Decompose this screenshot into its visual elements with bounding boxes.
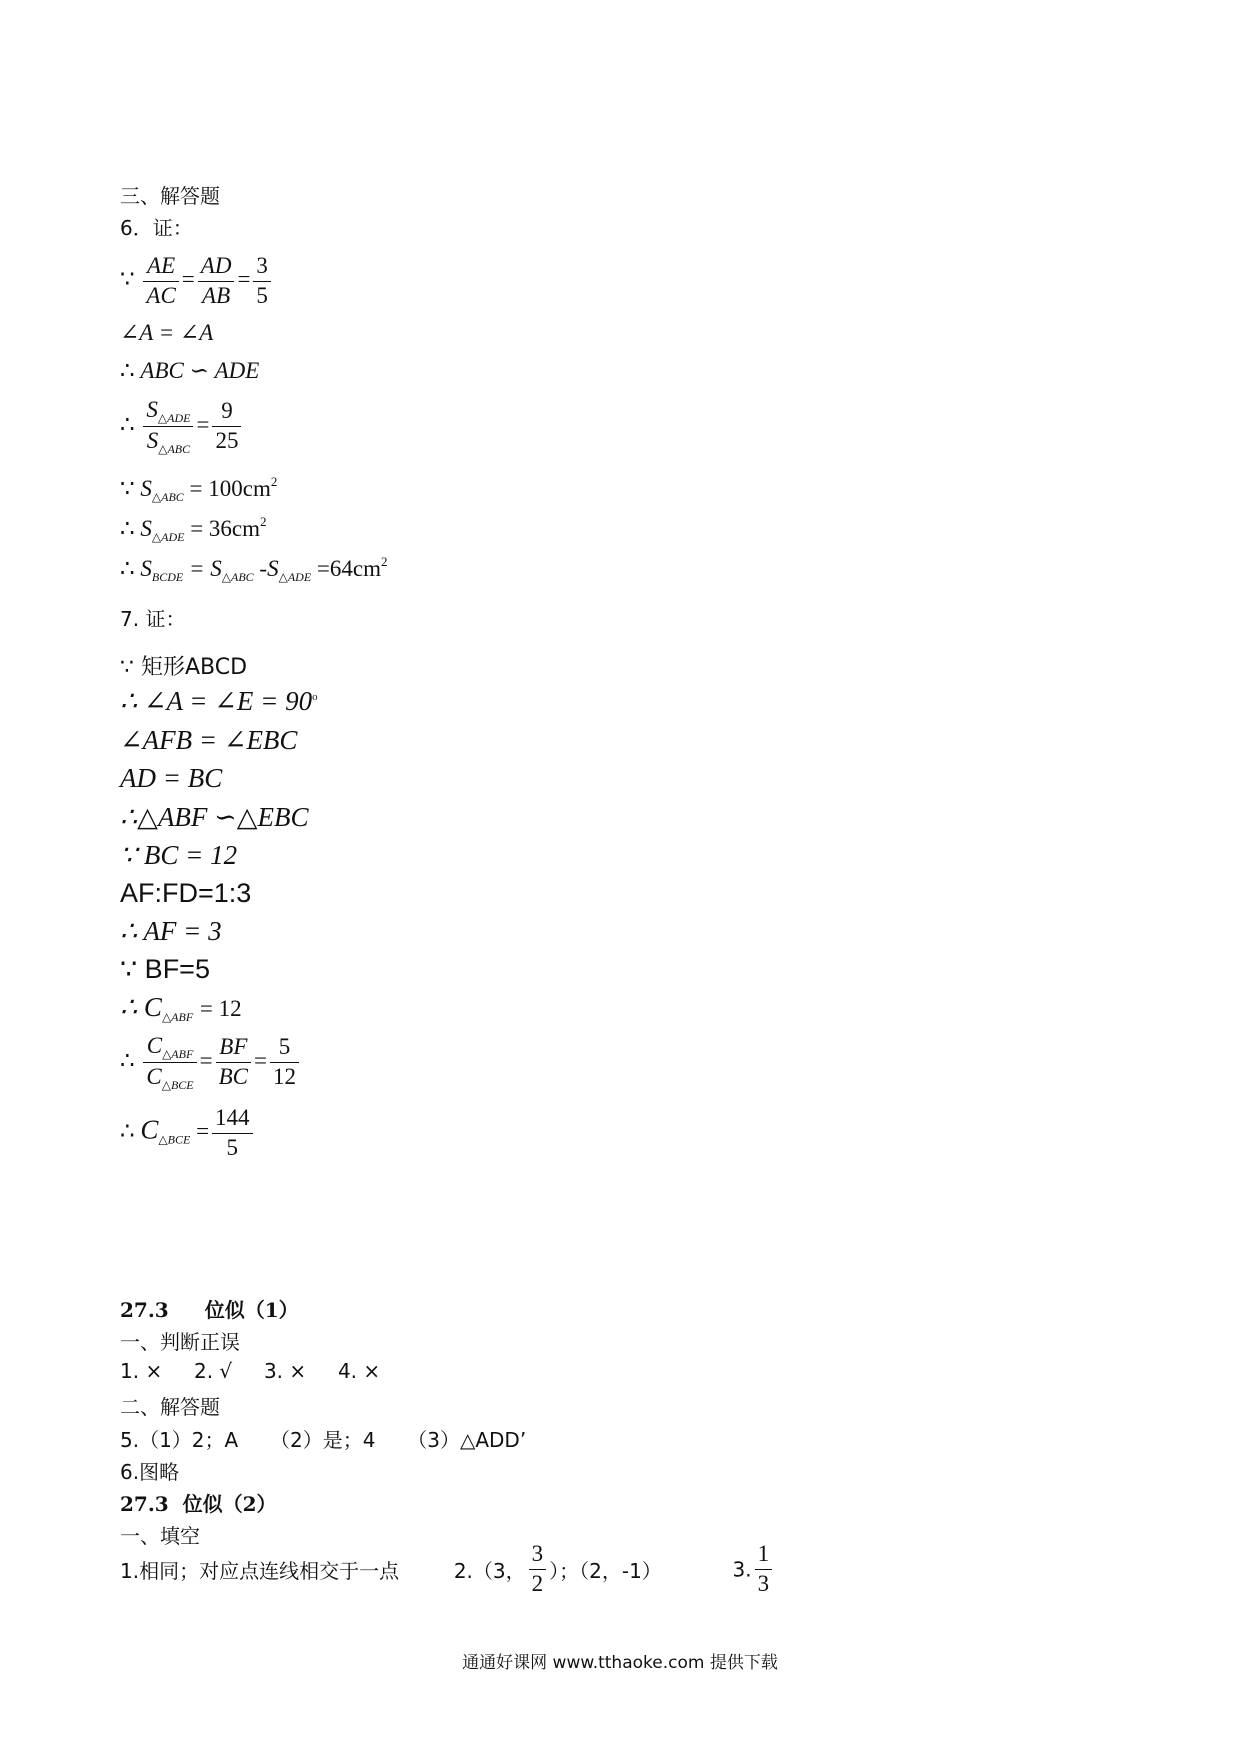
q7-line-bc bbox=[120, 840, 237, 871]
angle-equality: ∴ ∠A = ∠E = 90 bbox=[120, 686, 313, 716]
fraction-5-12 bbox=[270, 1033, 299, 1092]
subscript: △ABC bbox=[151, 490, 184, 504]
q7-line-ad-bc bbox=[120, 763, 222, 794]
equals-s: = S bbox=[188, 556, 222, 581]
q7-line-bf: ∵ BF=5 bbox=[120, 954, 210, 984]
fraction-9-25 bbox=[212, 397, 241, 456]
s-symbol: S bbox=[140, 516, 152, 541]
area-value: =64cm bbox=[316, 556, 381, 581]
similar-symbol: ∽ bbox=[189, 358, 209, 383]
side-equality: AD = BC bbox=[120, 763, 223, 793]
fraction-1-3 bbox=[755, 1540, 773, 1599]
numerator: 5 bbox=[270, 1033, 299, 1063]
q6-ratio-line: ∵ $\frac{AE}{AC}$ = $\frac{AD}{AB}$ = $\frac{3}{5}$ bbox=[120, 252, 274, 311]
numerator: BF bbox=[219, 1034, 248, 1060]
part-answer-heading: 二、解答题 bbox=[120, 1395, 220, 1419]
c-symbol: C bbox=[146, 1064, 162, 1089]
superscript: 2 bbox=[270, 474, 278, 489]
therefore-symbol: ∴ bbox=[120, 358, 135, 383]
therefore-symbol: ∴ bbox=[120, 516, 135, 541]
question-7-heading: 7. 证： bbox=[120, 607, 186, 631]
q7-line-angles bbox=[120, 686, 318, 717]
subscript: △BCE bbox=[158, 1132, 191, 1147]
question-3-prefix: 3. bbox=[732, 1557, 752, 1582]
subscript: △ABF bbox=[161, 1010, 194, 1024]
af-value: ∴ AF = 3 bbox=[120, 916, 222, 946]
minus-s: -S bbox=[259, 556, 279, 581]
subscript: △ADE bbox=[278, 570, 312, 584]
s-symbol: S bbox=[146, 428, 159, 453]
denominator: AC bbox=[146, 282, 176, 308]
therefore-symbol: ∴ bbox=[120, 411, 135, 437]
subscript: △ADE bbox=[157, 411, 191, 425]
subscript: △ABC bbox=[221, 570, 254, 584]
true-false-answers: 1. × 2. √ 3. × 4. × bbox=[120, 1359, 381, 1383]
q7-line-perimeter-ratio: ∴ $\frac{C_{\triangle ABF}}{C_{\triangle BCE}}$ = $\frac{BF}{BC}$ = $\frac{5}{12}$ bbox=[120, 1032, 302, 1093]
subscript: △ABC bbox=[158, 442, 191, 456]
c-symbol: C bbox=[146, 1033, 163, 1058]
numerator: AE bbox=[147, 253, 176, 278]
question-1-answer: 1.相同；对应点连线相交于一点 bbox=[120, 1558, 400, 1583]
q6-area-abc-line bbox=[120, 474, 277, 505]
q6-area-ratio-line: ∴ $\frac{S_{\triangle ADE}}{S_{\triangle ABC}}$ = $\frac{9}{25}$ bbox=[120, 396, 244, 457]
fraction-ae-ac bbox=[143, 252, 178, 311]
s-symbol: S bbox=[140, 556, 152, 581]
denominator: 3 bbox=[757, 1570, 770, 1596]
question-2-suffix: ）；（2，-1） bbox=[549, 1558, 662, 1583]
fraction-3-2 bbox=[529, 1540, 547, 1599]
because-symbol: ∵ bbox=[120, 476, 135, 501]
section-number: 27.3 bbox=[120, 1298, 169, 1322]
question-2-prefix: 2.（3， bbox=[453, 1558, 526, 1583]
q7-line-af bbox=[120, 916, 222, 947]
because-symbol: ∵ bbox=[120, 266, 135, 292]
subscript: △ADE bbox=[151, 530, 185, 544]
fraction-area-ratio bbox=[143, 396, 193, 457]
triangle-abc: ABC bbox=[140, 358, 184, 383]
denominator: BC bbox=[218, 1064, 249, 1089]
numerator: 1 bbox=[755, 1540, 773, 1570]
part-fill-blank-heading: 一、填空 bbox=[120, 1524, 200, 1548]
q6-angle-line bbox=[120, 320, 213, 346]
denominator: 2 bbox=[531, 1570, 544, 1596]
q7-line-perimeter-bce: ∴ $C_{\triangle BCE}$ = $\frac{144}{5}$ bbox=[120, 1104, 256, 1163]
therefore-symbol: ∴ bbox=[120, 1118, 135, 1144]
numerator: AD bbox=[200, 253, 232, 278]
c-symbol: ∴ C bbox=[120, 992, 162, 1022]
question-5-answer: 5.（1）2；A （2）是；4 （3）△ADD’ bbox=[120, 1428, 527, 1452]
subscript: BCDE bbox=[151, 570, 184, 584]
area-value: = 100cm bbox=[189, 476, 271, 501]
degree-symbol: o bbox=[312, 691, 318, 703]
denominator: 5 bbox=[226, 1134, 239, 1160]
section-27-3-2-title: 27.3 位似（2） bbox=[120, 1492, 277, 1516]
subscript: △ABF bbox=[162, 1047, 194, 1061]
q7-line-perimeter-abf bbox=[120, 992, 242, 1025]
perimeter-value: = 12 bbox=[199, 996, 242, 1021]
denominator: 5 bbox=[256, 282, 268, 308]
fill-blank-answers bbox=[120, 1540, 775, 1599]
q6-similar-line bbox=[120, 358, 259, 384]
therefore-symbol: ∴ bbox=[120, 1047, 135, 1073]
angle-equality: ∠AFB = ∠EBC bbox=[120, 725, 298, 755]
section-27-3-1-title bbox=[120, 1294, 299, 1323]
bc-value: ∵ BC = 12 bbox=[120, 840, 238, 870]
fraction-bf-bc bbox=[216, 1033, 251, 1092]
denominator: 25 bbox=[215, 428, 239, 453]
fraction-3-5 bbox=[253, 252, 271, 311]
superscript: 2 bbox=[260, 514, 267, 529]
question-6-answer: 6.图略 bbox=[120, 1460, 180, 1484]
denominator: AB bbox=[202, 282, 231, 308]
triangle-ade: ADE bbox=[214, 358, 260, 383]
q7-line-afb-ebc bbox=[120, 725, 297, 756]
page-footer: 通通好课网 www.tthaoke.com 提供下载 bbox=[462, 1653, 778, 1673]
q7-line-similar bbox=[120, 802, 309, 833]
numerator: 144 bbox=[212, 1104, 253, 1134]
therefore-symbol: ∴ bbox=[120, 556, 135, 581]
part-true-false-heading: 一、判断正误 bbox=[120, 1330, 240, 1354]
q7-line-rectangle: ∵ 矩形ABCD bbox=[120, 655, 248, 680]
numerator: 9 bbox=[212, 397, 241, 427]
q7-line-af-fd: AF:FD=1:3 bbox=[120, 878, 252, 908]
fraction-ad-ab bbox=[198, 252, 235, 311]
s-symbol: S bbox=[146, 397, 158, 422]
subscript: △BCE bbox=[161, 1078, 194, 1092]
denominator: 12 bbox=[273, 1064, 296, 1089]
numerator: 3 bbox=[253, 252, 271, 282]
question-6-heading: 6．证： bbox=[120, 216, 193, 240]
section-heading: 三、解答题 bbox=[120, 184, 220, 208]
s-symbol: S bbox=[140, 476, 152, 501]
numerator: 3 bbox=[529, 1540, 547, 1570]
q6-area-bcde-line bbox=[120, 554, 387, 585]
fraction-perimeter-ratio bbox=[143, 1032, 196, 1093]
fraction-144-5 bbox=[212, 1104, 253, 1163]
c-symbol: C bbox=[140, 1114, 159, 1145]
section-title: 位似（1） bbox=[204, 1298, 299, 1322]
angle-equality: ∠A = ∠A bbox=[120, 320, 214, 345]
similar-triangles: ∴△ABF ∽△EBC bbox=[120, 802, 309, 832]
superscript: 2 bbox=[380, 554, 388, 569]
q6-area-ade-line bbox=[120, 514, 267, 545]
area-value: = 36cm bbox=[190, 516, 261, 541]
